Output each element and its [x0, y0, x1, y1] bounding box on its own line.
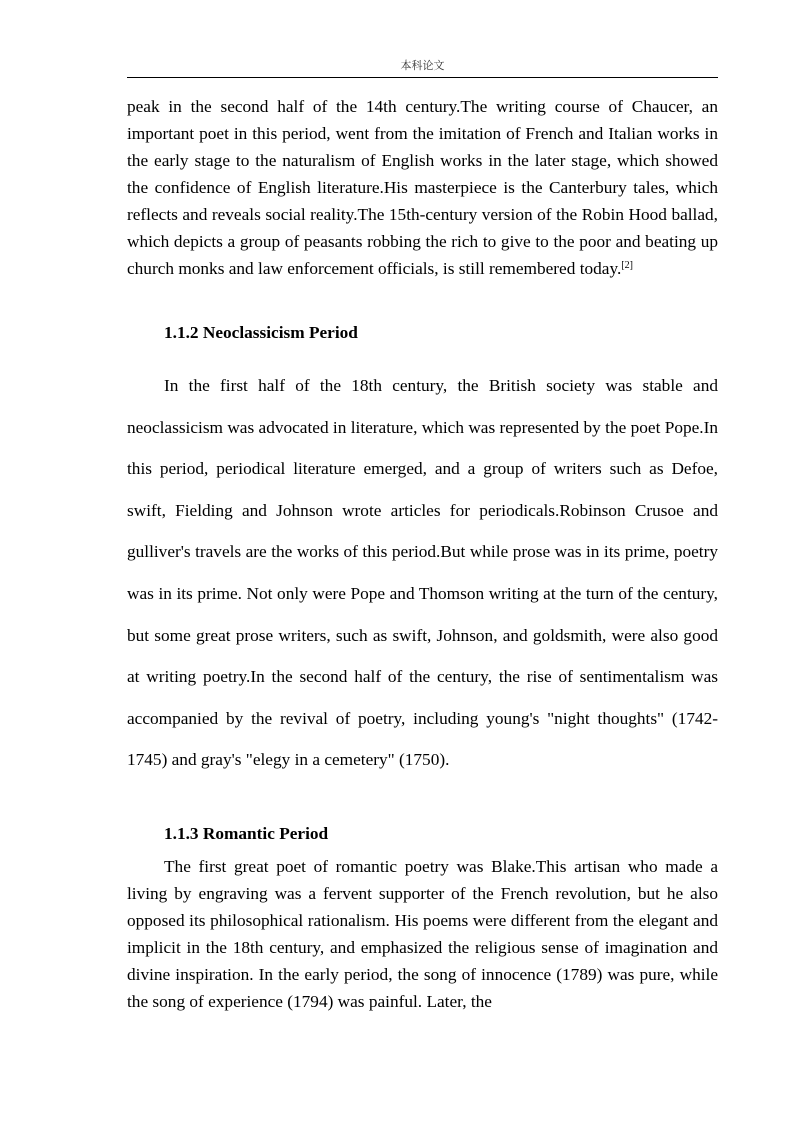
paragraph-text: peak in the second half of the 14th century.The writing course of Chaucer, an important poet in this period, went from the imitation of French and Italian works in the early stage to the naturalism of English works in the later stage, which showed the confidence of English literature.His masterpiece is the Canterbury tales, which reflects and reveals social reality.The 15th-century version of the Robin Hood ballad, which depicts a group of peasants robbing the rich to give to the poor and beating up church monks and law enforcement officials, is still remembered today.	[127, 97, 718, 278]
citation-marker: [2]	[621, 260, 633, 271]
paragraph-medieval	[127, 93, 718, 282]
paragraph-romantic	[127, 853, 718, 1015]
section-heading-neoclassicism: 1.1.2 Neoclassicism Period	[164, 323, 358, 342]
header-divider	[127, 77, 718, 78]
paragraph-text: In the first half of the 18th century, the British society was stable and neoclassicism was advocated in literature, which was represented by the poet Pope.In this period, periodical literature emerged, and a group of writers such as Defoe, swift, Fielding and Johnson wrote articles for periodicals.Robinson Crusoe and gulliver's travels are the works of this period.But while prose was in its prime, poetry was in its prime. Not only were Pope and Thomson writing at the turn of the century, but some great prose writers, such as swift, Johnson, and goldsmith, were also good at writing poetry.In the second half of the century, the rise of sentimentalism was accompanied by the revival of poetry, including young's "night thoughts" (1742-1745) and gray's "elegy in a cemetery" (1750).	[127, 376, 718, 770]
paragraph-text: The first great poet of romantic poetry was Blake.This artisan who made a living by engraving was a fervent supporter of the French revolution, but he also opposed its philosophical rationalism. His poems were different from the elegant and implicit in the 18th century, and emphasized the religious sense of imagination and divine inspiration. In the early period, the song of innocence (1789) was pure, while the song of experience (1794) was painful. Later, the	[127, 857, 718, 1011]
section-heading-romantic: 1.1.3 Romantic Period	[164, 824, 329, 843]
paragraph-neoclassicism	[127, 365, 718, 781]
page-header: 本科论文	[400, 59, 445, 72]
